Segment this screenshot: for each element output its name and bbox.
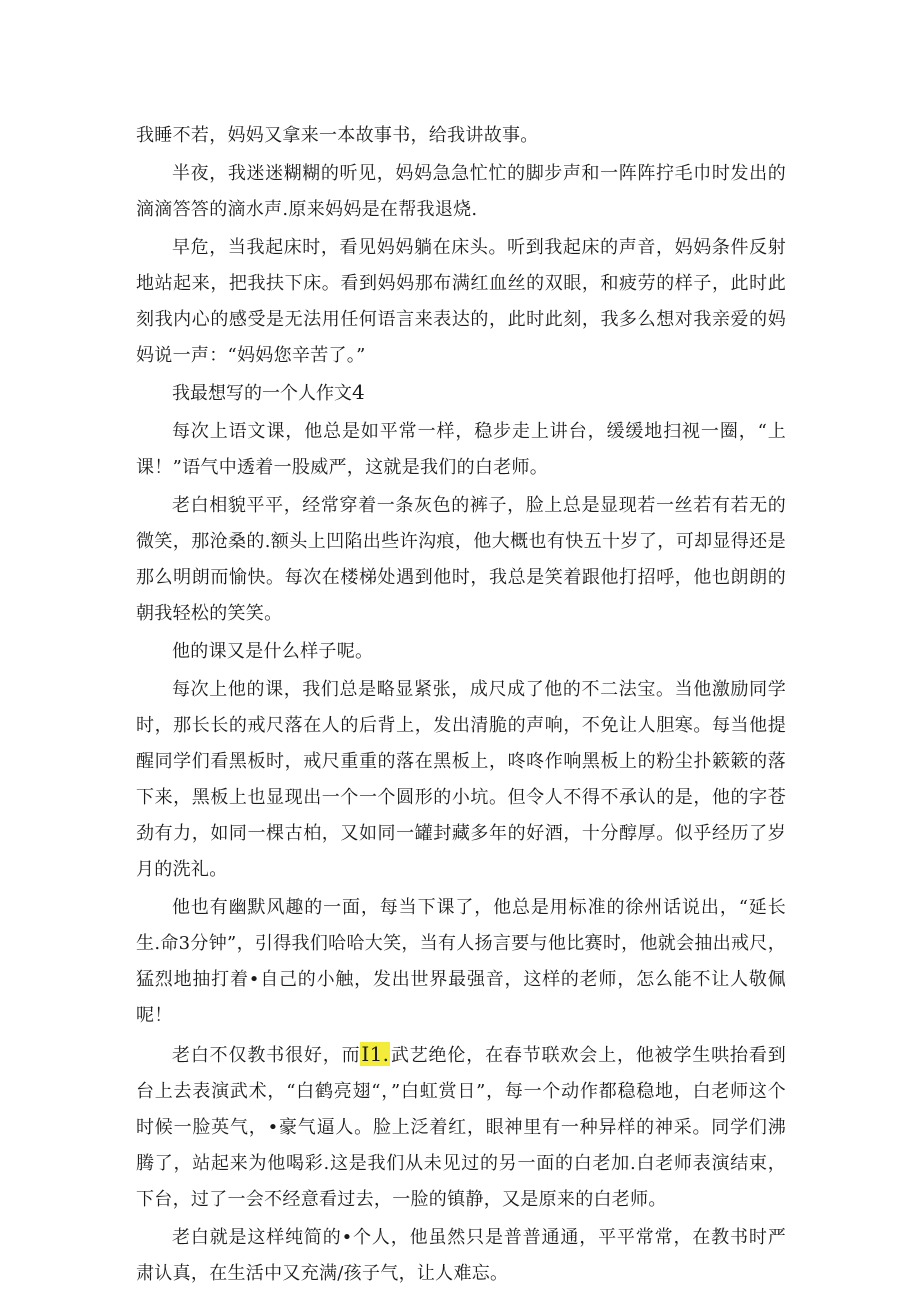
paragraph-9-before: 老白不仅教书很好，而 (172, 1045, 361, 1066)
paragraph-9 (136, 1036, 786, 1218)
paragraph-9-after: 武艺绝伦，在春节联欢会上，他被学生哄抬看到台上去表演武术，“白鹤亮翅“，”白虹赏日”，每一个动作都稳稳地，白老师这个时候一脸英气，•豪气逼人。脸上泛着红，眼神里有一种异样的神采。同学们沸腾了，站起来为他喝彩.这是我们从未见过的另一面的白老加.白老师表演结束，下台，过了一会不经意看过去，一脸的镇静，又是原来的白老师。 (136, 1045, 786, 1210)
paragraph-7: 每次上他的课，我们总是略显紧张，成尺成了他的不二法宝。当他激励同学时，那长长的戒尺落在人的后背上，发出清脆的声响，不免让人胆寒。每当他提醒同学们看黑板时，戒尺重重的落在黑板上，咚咚作响黑板上的粉尘扑簌簌的落下来，黑板上也显现出一个一个圆形的小坑。但令人不得不承认的是，他的字苍劲有力，如同一棵古柏，又如同一罐封藏多年的好酒，十分醇厚。似乎经历了岁月的洗礼。 (136, 679, 786, 880)
paragraph-1: 我睡不若，妈妈又拿来一本故事书，给我讲故事。 (136, 125, 539, 146)
section-heading (136, 374, 786, 412)
document-body (136, 118, 786, 1292)
section-heading-text: 我最想写的一个人作文 (172, 383, 352, 404)
paragraph-8: 他也有幽默风趣的一面，每当下课了，他总是用标准的徐州话说出，“延长生.命3分钟”，引得我们哈哈大笑，当有人扬言要与他比赛时，他就会抽出戒尺，猛烈地抽打着•自己的小触，发出世界最强音，这样的老师，怎么能不让人敬佩呢！ (136, 897, 786, 1026)
paragraph-5: 老白相貌平平，经常穿着一条灰色的裤子，脸上总是显现若一丝若有若无的微笑，那沧桑的.额头上凹陷出些许沟痕，他大概也有快五十岁了，可却显得还是那么明朗而愉快。每次在楼梯处遇到他时，我总是笑着跟他打招呼，他也朗朗的朝我轻松的笑笑。 (136, 495, 786, 624)
paragraph-2: 半夜，我迷迷糊糊的听见，妈妈急急忙忙的脚步声和一阵阵拧毛巾时发出的滴滴答答的滴水声.原来妈妈是在帮我退烧. (136, 163, 786, 220)
highlighted-mark: I1. (361, 1042, 390, 1066)
paragraph-3: 早危，当我起床时，看见妈妈躺在床头。听到我起床的声音，妈妈条件反射地站起来，把我扶下床。看到妈妈那布满红血丝的双眼，和疲劳的样子，此时此刻我内心的感受是无法用任何语言来表达的，此时此刻，我多么想对我亲爱的妈妈说一声：“妈妈您辛苦了。” (136, 237, 786, 366)
paragraph-10: 老白就是这样纯简的•个人，他虽然只是普普通通，平平常常，在教书时严肃认真，在生活中又充满/孩子气，让人难忘。 (136, 1227, 786, 1284)
paragraph-4: 每次上语文课，他总是如平常一样，稳步走上讲台，缓缓地扫视一圈，“上课！”语气中透着一股威严，这就是我们的白老师。 (136, 421, 786, 478)
paragraph-6: 他的课又是什么样子呢。 (172, 641, 374, 662)
section-heading-number: 4 (352, 380, 365, 404)
